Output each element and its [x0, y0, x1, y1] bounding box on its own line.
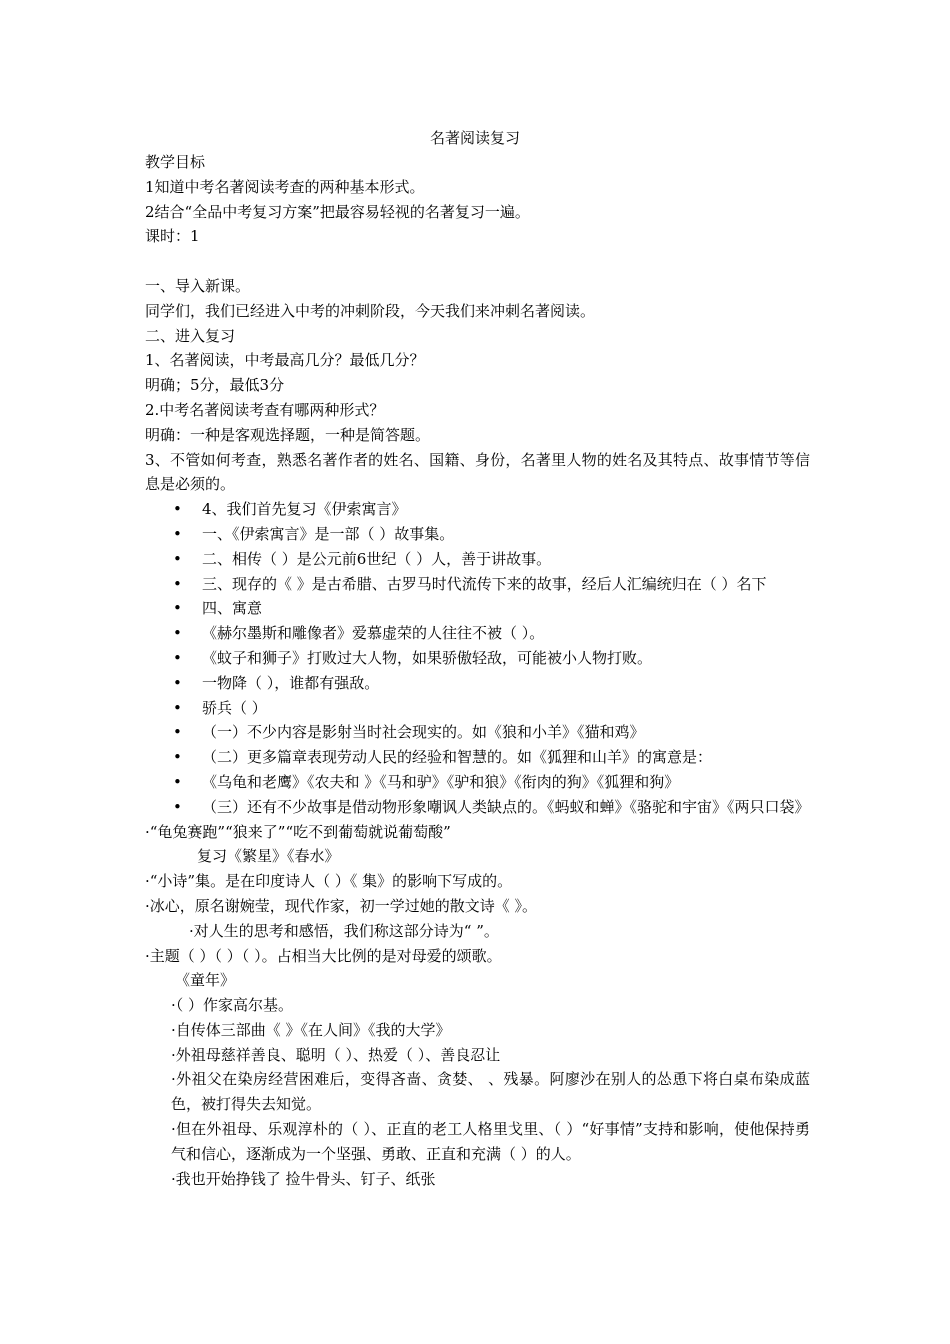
- bullet-icon: •: [173, 797, 182, 816]
- list-item-text: 一、《伊索寓言》是一部（ ）故事集。: [202, 524, 455, 543]
- bullet-icon: •: [173, 648, 182, 667]
- list-item-text: 《赫尔墨斯和雕像者》爱慕虚荣的人往往不被（ ）。: [202, 624, 545, 643]
- document-body: [145, 150, 810, 1191]
- goal-item-1: 1知道中考名著阅读考查的两种基本形式。: [145, 177, 425, 196]
- list-item: [145, 497, 810, 522]
- document-title: 名著阅读复习: [429, 129, 520, 147]
- list-item-text: 骄兵（ ）: [202, 698, 267, 717]
- bullet-icon: •: [173, 624, 182, 643]
- list-item-text: 《乌龟和老鹰》《农夫和 》《马和驴》《驴和狼》《衔肉的狗》《狐狸和狗》: [202, 772, 680, 791]
- section-heading-review: 二、进入复习: [145, 326, 236, 345]
- tail-line: ·（ ）作家高尔基。: [171, 996, 294, 1015]
- bullet-icon: •: [173, 574, 182, 593]
- section-heading-childhood: 《童年》: [175, 971, 236, 990]
- bullet-icon: •: [173, 748, 182, 767]
- list-item: [145, 745, 810, 770]
- question-1: 1、名著阅读，中考最高几分？最低几分？: [145, 351, 425, 370]
- blank-line: [145, 249, 810, 274]
- list-item: [145, 547, 810, 572]
- list-item-text: 4、我们首先复习《伊索寓言》: [202, 500, 407, 519]
- list-item: [145, 671, 810, 696]
- bullet-list-aesop: [145, 497, 810, 819]
- tail-line: ·我也开始挣钱了 捡牛骨头、钉子、纸张: [171, 1169, 436, 1188]
- bullet-icon: •: [173, 772, 182, 791]
- list-item: [145, 572, 810, 597]
- bullet-icon: •: [173, 698, 182, 717]
- bullet-icon: •: [173, 599, 182, 618]
- list-item: [145, 646, 810, 671]
- section-heading-intro: 一、导入新课。: [145, 276, 251, 295]
- list-item-text: （三）还有不少故事是借动物形象嘲讽人类缺点的。《蚂蚁和蝉》《骆驼和宇宙》《两只口袋》: [202, 797, 810, 816]
- paragraph: 同学们，我们已经进入中考的冲刺阶段，今天我们来冲刺名著阅读。: [145, 301, 596, 320]
- list-item: [145, 596, 810, 621]
- goal-item-2: 2结合“全品中考复习方案”把最容易轻视的名著复习一遍。: [145, 202, 530, 221]
- bullet-icon: •: [173, 673, 182, 692]
- list-item-text: 二、相传（ ）是公元前6世纪（ ）人，善于讲故事。: [202, 549, 552, 568]
- tail-line: ·“龟兔赛跑”“狼来了”“吃不到葡萄就说葡萄酸”: [145, 822, 451, 841]
- bullet-icon: •: [173, 723, 182, 742]
- tail-line: ·但在外祖母、乐观淳朴的（ ）、正直的老工人格里戈里、（ ）“好事情”支持和影响，使他保持勇气和信心，逐渐成为一个坚强、勇敢、正直和充满（ ）的人。: [171, 1120, 810, 1163]
- list-item-text: （二）更多篇章表现劳动人民的经验和智慧的。如《狐狸和山羊》的寓意是：: [202, 748, 713, 767]
- tail-line: ·“小诗”集。是在印度诗人（ ）《 集》的影响下写成的。: [145, 872, 513, 891]
- answer-2: 明确：一种是客观选择题，一种是简答题。: [145, 425, 431, 444]
- bullet-icon: •: [173, 524, 182, 543]
- list-item: [145, 522, 810, 547]
- paragraph-3: 3、不管如何考查，熟悉名著作者的姓名、国籍、身份，名著里人物的姓名及其特点、故事情节等信息是必须的。: [145, 450, 810, 494]
- tail-line: ·主题（ ）（ ）（ ）。占相当大比例的是对母爱的颂歌。: [145, 946, 502, 965]
- list-item-text: 一物降（ ），谁都有强敌。: [202, 673, 380, 692]
- list-item-text: 《蚊子和狮子》打败过大人物，如果骄傲轻敌，可能被小人物打败。: [202, 648, 653, 667]
- tail-line: ·外祖母慈祥善良、聪明（ ）、热爱（ ）、善良忍让: [171, 1045, 501, 1064]
- bullet-icon: •: [173, 500, 182, 519]
- section-heading-fanxing: 复习《繁星》《春水》: [197, 847, 340, 866]
- list-item-text: 三、现存的《 》是古希腊、古罗马时代流传下来的故事，经后人汇编统归在（ ）名下: [202, 574, 767, 593]
- list-item: [145, 795, 810, 820]
- question-2: 2.中考名著阅读考查有哪两种形式？: [145, 400, 385, 419]
- list-item-text: （一）不少内容是影射当时社会现实的。如《狼和小羊》《猫和鸡》: [202, 723, 645, 742]
- class-hours: 课时：1: [145, 227, 200, 246]
- tail-line: ·自传体三部曲《 》《在人间》《我的大学》: [171, 1020, 451, 1039]
- tail-line: ·冰心，原名谢婉莹，现代作家，初一学过她的散文诗《 》。: [145, 896, 538, 915]
- tail-line: ·对人生的思考和感悟，我们称这部分诗为“ ”。: [189, 921, 499, 940]
- list-item: [145, 696, 810, 721]
- list-item-text: 四、寓意: [202, 599, 263, 618]
- tail-line: ·外祖父在染房经营困难后，变得吝啬、贪婪、 、残暴。阿廖沙在别人的怂恿下将白桌布染成蓝色，被打得失去知觉。: [171, 1070, 810, 1114]
- bullet-icon: •: [173, 549, 182, 568]
- section-heading-goals: 教学目标: [145, 153, 206, 171]
- answer-1: 明确；5分，最低3分: [145, 376, 285, 395]
- list-item: [145, 770, 810, 795]
- list-item: [145, 621, 810, 646]
- list-item: [145, 720, 810, 745]
